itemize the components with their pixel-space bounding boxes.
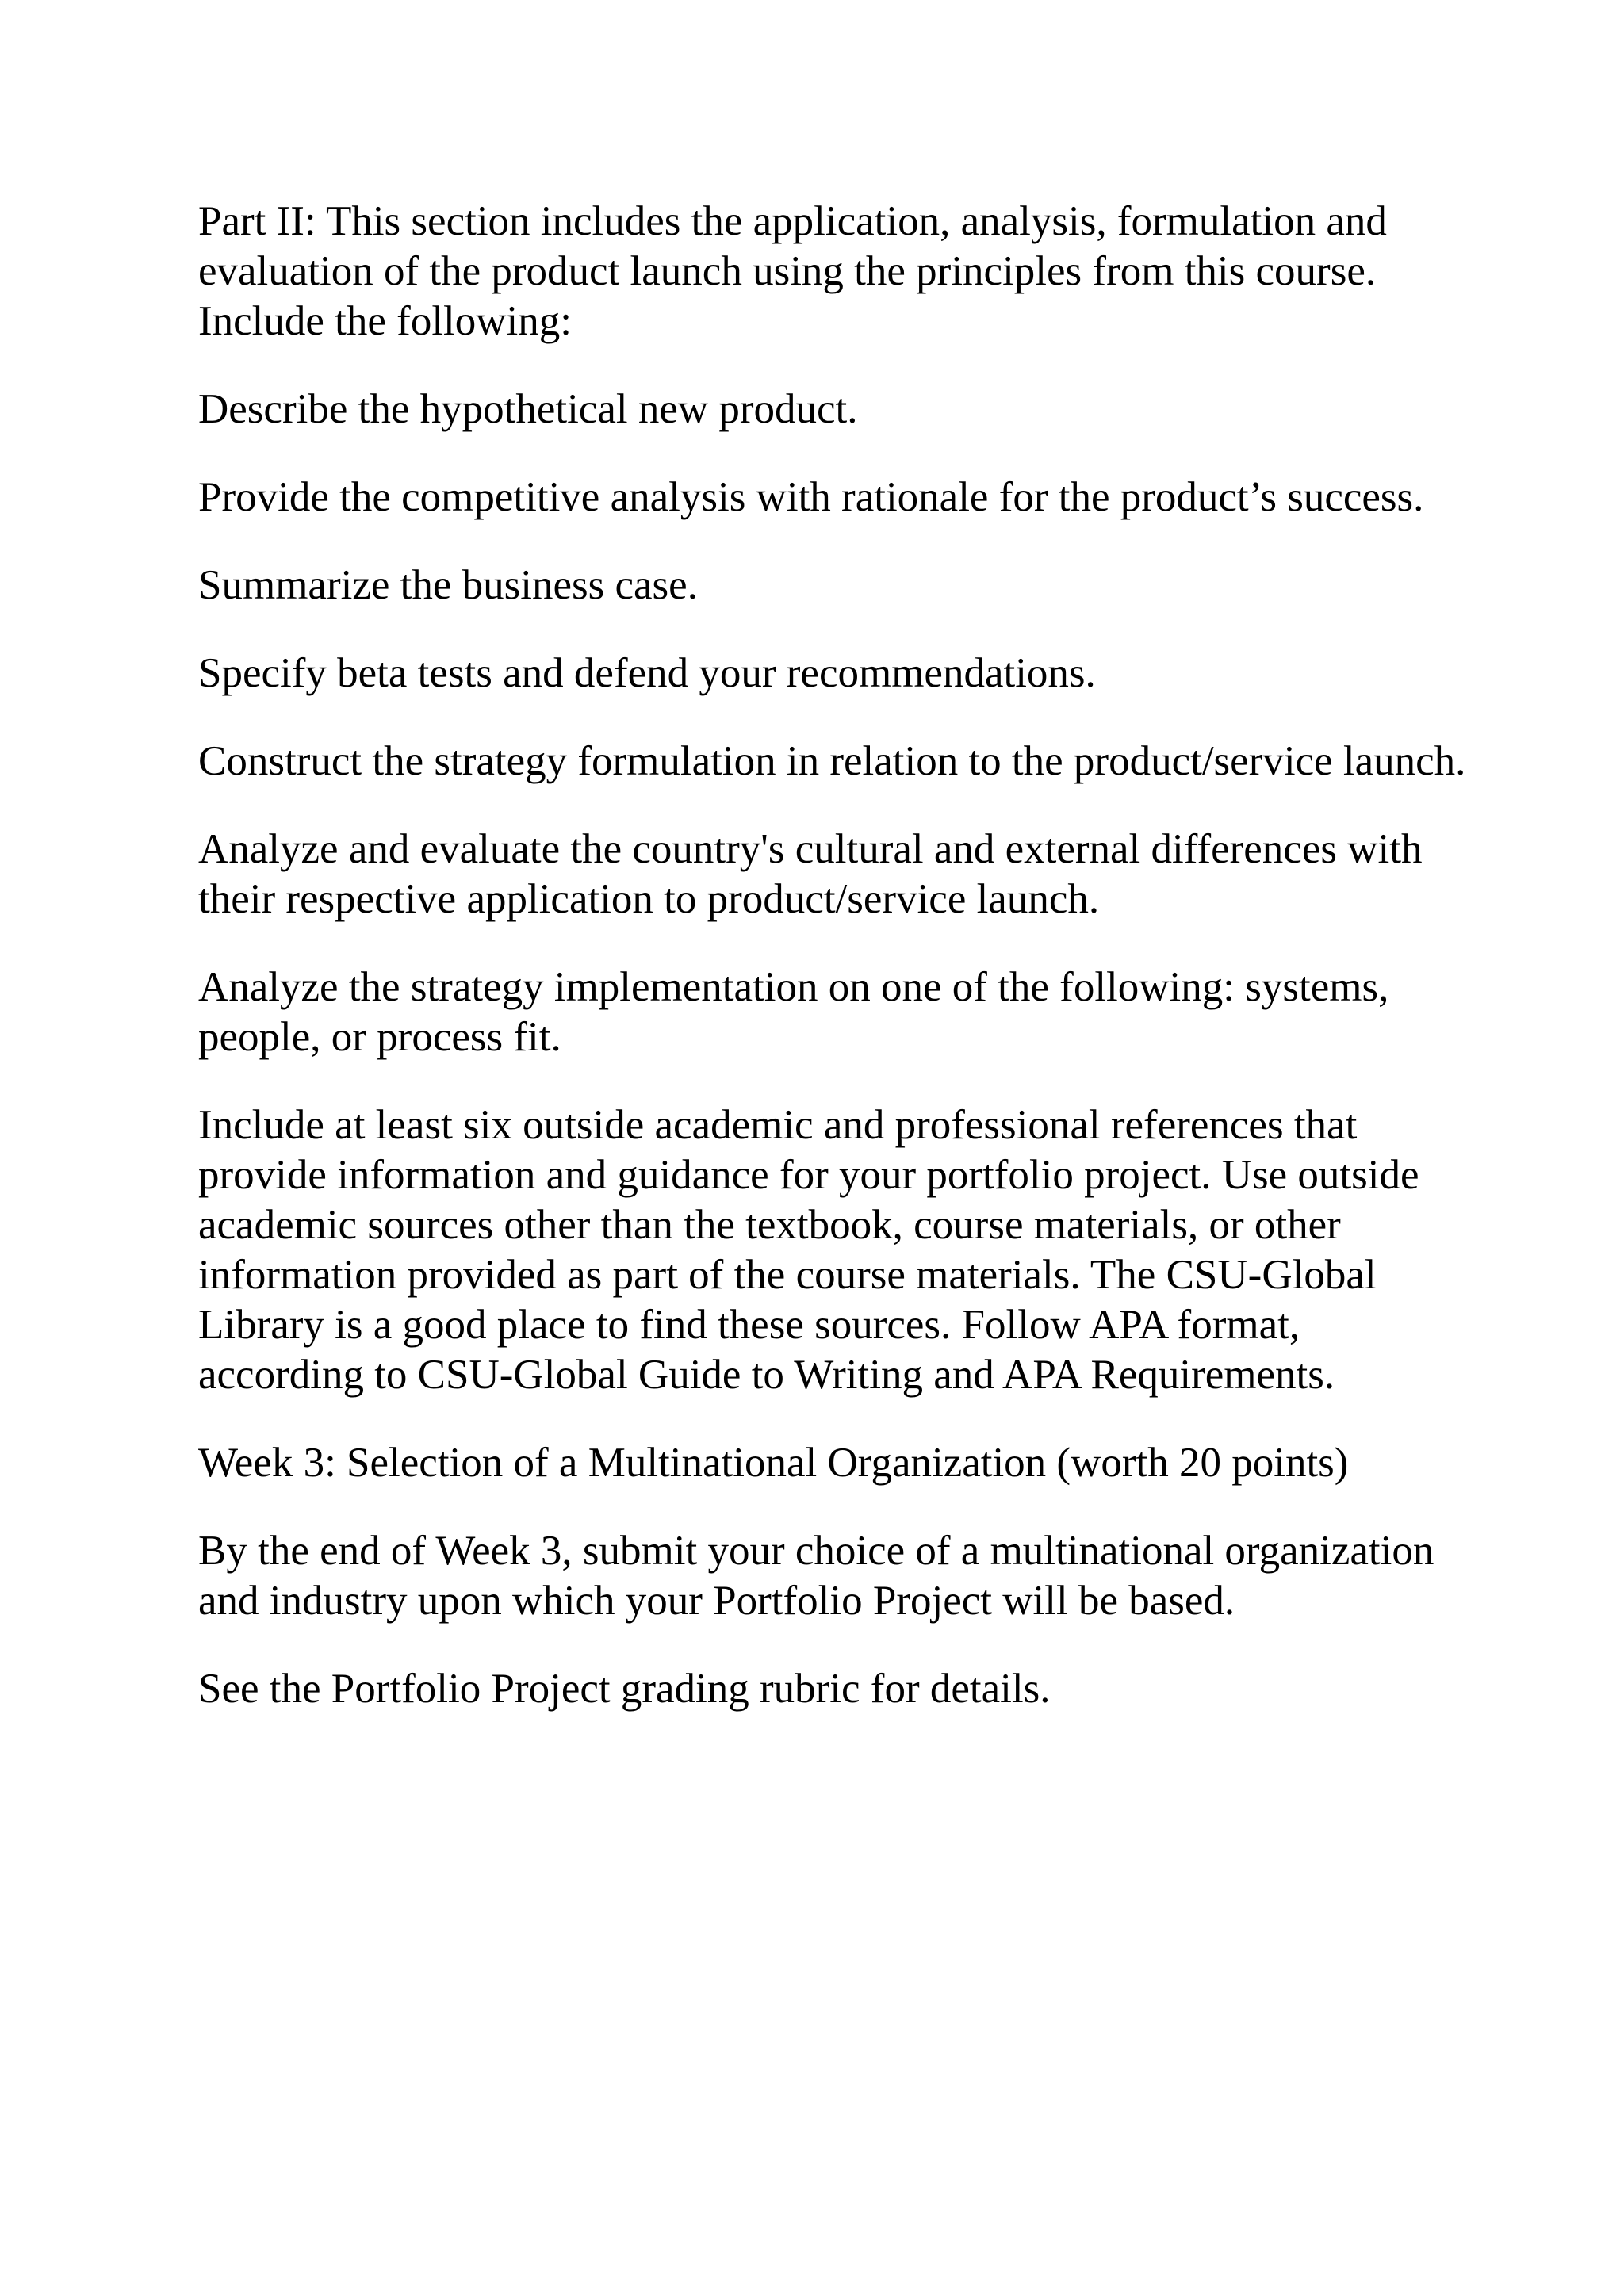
paragraph-business-case: Summarize the business case. — [198, 562, 698, 608]
paragraph-beta-tests: Specify beta tests and defend your recommendations. — [198, 650, 1096, 696]
paragraph-competitive-analysis: Provide the competitive analysis with rationale for the product’s success. — [198, 474, 1424, 520]
paragraph-cultural-differences: Analyze and evaluate the country's cultural and external differences with their respective application to product/service launch. — [198, 826, 1423, 922]
paragraph-part-ii-intro: Part II: This section includes the application, analysis, formulation and evaluation of the product launch using the principles from this course. Include the following: — [198, 198, 1387, 344]
paragraph-week-3-instructions: By the end of Week 3, submit your choice of a multinational organization and industry upon which your Portfolio Project will be based. — [198, 1528, 1434, 1624]
document-body — [198, 197, 1467, 1752]
paragraph-references: Include at least six outside academic and professional references that provide information and guidance for your portfolio project. Use outside academic sources other than the textbook, course materials, or other information provided as part of the course materials. The CSU-Global Library is a good place to find these sources. Follow APA format, according to CSU-Global Guide to Writing and APA Requirements. — [198, 1102, 1419, 1398]
paragraph-week-3-heading: Week 3: Selection of a Multinational Organization (worth 20 points) — [198, 1440, 1349, 1486]
paragraph-strategy-formulation: Construct the strategy formulation in relation to the product/service launch. — [198, 738, 1466, 784]
paragraph-describe-product: Describe the hypothetical new product. — [198, 386, 858, 432]
paragraph-grading-rubric: See the Portfolio Project grading rubric for details. — [198, 1666, 1051, 1712]
paragraph-strategy-implementation: Analyze the strategy implementation on one of the following: systems, people, or process fit. — [198, 964, 1389, 1060]
